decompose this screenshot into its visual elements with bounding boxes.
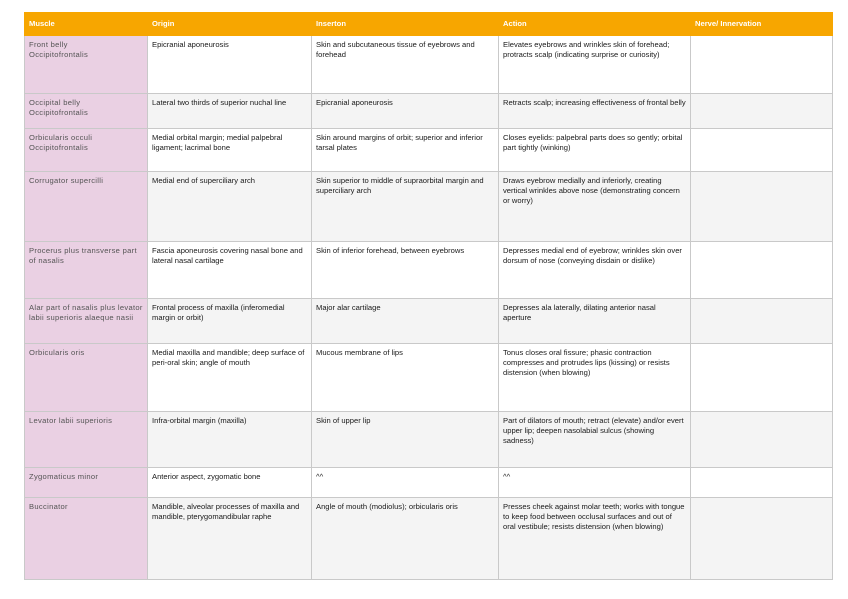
table-row bbox=[25, 94, 833, 129]
muscle-cell[interactable] bbox=[25, 344, 148, 412]
table-row bbox=[25, 242, 833, 299]
nerve-cell[interactable] bbox=[691, 36, 833, 94]
muscle-name-line: Alar part of nasalis plus levator labii superioris alaeque nasii bbox=[29, 303, 143, 322]
insertion-cell[interactable]: Skin of upper lip bbox=[312, 412, 499, 468]
action-cell[interactable]: Closes eyelids: palpebral parts does so gently; orbital part tightly (winking) bbox=[499, 129, 691, 172]
action-cell[interactable]: Tonus closes oral fissure; phasic contraction compresses and protrudes lips (kissing) or resists distension (when blowing) bbox=[499, 344, 691, 412]
header-origin[interactable]: Origin bbox=[148, 13, 312, 36]
muscle-table bbox=[24, 12, 833, 580]
nerve-cell[interactable] bbox=[691, 129, 833, 172]
muscle-name-line: Buccinator bbox=[29, 502, 68, 511]
insertion-cell[interactable]: Skin superior to middle of supraorbital margin and superciliary arch bbox=[312, 172, 499, 242]
insertion-cell[interactable]: ^^ bbox=[312, 468, 499, 498]
nerve-cell[interactable] bbox=[691, 468, 833, 498]
header-muscle[interactable]: Muscle bbox=[25, 13, 148, 36]
muscle-name-line: Orbicularis occuli bbox=[29, 133, 93, 142]
origin-cell[interactable]: Frontal process of maxilla (inferomedial margin or orbit) bbox=[148, 299, 312, 344]
header-row bbox=[25, 13, 833, 36]
origin-cell[interactable]: Fascia aponeurosis covering nasal bone and lateral nasal cartilage bbox=[148, 242, 312, 299]
action-cell[interactable]: Depresses ala laterally, dilating anterior nasal aperture bbox=[499, 299, 691, 344]
nerve-cell[interactable] bbox=[691, 498, 833, 580]
action-cell[interactable]: Part of dilators of mouth; retract (elevate) and/or evert upper lip; deepen nasolabial sulcus (showing sadness) bbox=[499, 412, 691, 468]
muscle-cell[interactable] bbox=[25, 36, 148, 94]
header-insertion[interactable]: Inserton bbox=[312, 13, 499, 36]
muscle-name-line: Corrugator supercilli bbox=[29, 176, 104, 185]
muscle-name-line: Occipitofrontalis bbox=[29, 143, 89, 152]
muscle-table-sheet bbox=[24, 12, 832, 580]
muscle-cell[interactable] bbox=[25, 299, 148, 344]
origin-cell[interactable]: Anterior aspect, zygomatic bone bbox=[148, 468, 312, 498]
action-cell[interactable]: ^^ bbox=[499, 468, 691, 498]
action-cell[interactable]: Retracts scalp; increasing effectiveness of frontal belly bbox=[499, 94, 691, 129]
muscle-name-line: Front belly bbox=[29, 40, 68, 49]
table-row bbox=[25, 498, 833, 580]
origin-cell[interactable]: Lateral two thirds of superior nuchal line bbox=[148, 94, 312, 129]
table-row bbox=[25, 299, 833, 344]
action-cell[interactable]: Presses cheek against molar teeth; works with tongue to keep food between occlusal surfaces and out of oral vestibule; resists distension (when blowing) bbox=[499, 498, 691, 580]
muscle-name-line: Occipitofrontalis bbox=[29, 108, 89, 117]
muscle-name-line: Zygomaticus minor bbox=[29, 472, 99, 481]
origin-cell[interactable]: Medial end of superciliary arch bbox=[148, 172, 312, 242]
muscle-name-line: Levator labii superioris bbox=[29, 416, 113, 425]
nerve-cell[interactable] bbox=[691, 344, 833, 412]
muscle-cell[interactable] bbox=[25, 129, 148, 172]
origin-cell[interactable]: Infra-orbital margin (maxilla) bbox=[148, 412, 312, 468]
nerve-cell[interactable] bbox=[691, 242, 833, 299]
origin-cell[interactable]: Mandible, alveolar processes of maxilla and mandible, pterygomandibular raphe bbox=[148, 498, 312, 580]
muscle-name-line: Orbicularis oris bbox=[29, 348, 85, 357]
insertion-cell[interactable]: Major alar cartilage bbox=[312, 299, 499, 344]
table-row bbox=[25, 172, 833, 242]
muscle-cell[interactable] bbox=[25, 498, 148, 580]
insertion-cell[interactable]: Mucous membrane of lips bbox=[312, 344, 499, 412]
nerve-cell[interactable] bbox=[691, 172, 833, 242]
action-cell[interactable]: Draws eyebrow medially and inferiorly, creating vertical wrinkles above nose (demonstrating concern or worry) bbox=[499, 172, 691, 242]
nerve-cell[interactable] bbox=[691, 94, 833, 129]
table-row bbox=[25, 129, 833, 172]
header-action[interactable]: Action bbox=[499, 13, 691, 36]
table-row bbox=[25, 344, 833, 412]
table-row bbox=[25, 36, 833, 94]
header-nerve[interactable]: Nerve/ Innervation bbox=[691, 13, 833, 36]
muscle-cell[interactable] bbox=[25, 242, 148, 299]
origin-cell[interactable]: Medial orbital margin; medial palpebral ligament; lacrimal bone bbox=[148, 129, 312, 172]
table-row bbox=[25, 468, 833, 498]
insertion-cell[interactable]: Skin and subcutaneous tissue of eyebrows and forehead bbox=[312, 36, 499, 94]
nerve-cell[interactable] bbox=[691, 299, 833, 344]
muscle-cell[interactable] bbox=[25, 468, 148, 498]
origin-cell[interactable]: Epicranial aponeurosis bbox=[148, 36, 312, 94]
insertion-cell[interactable]: Epicranial aponeurosis bbox=[312, 94, 499, 129]
muscle-cell[interactable] bbox=[25, 172, 148, 242]
origin-cell[interactable]: Medial maxilla and mandible; deep surface of peri-oral skin; angle of mouth bbox=[148, 344, 312, 412]
action-cell[interactable]: Elevates eyebrows and wrinkles skin of forehead; protracts scalp (indicating surprise or curiosity) bbox=[499, 36, 691, 94]
muscle-name-line: Occipital belly bbox=[29, 98, 81, 107]
muscle-cell[interactable] bbox=[25, 94, 148, 129]
muscle-name-line: Occipitofrontalis bbox=[29, 50, 89, 59]
nerve-cell[interactable] bbox=[691, 412, 833, 468]
insertion-cell[interactable]: Angle of mouth (modiolus); orbicularis oris bbox=[312, 498, 499, 580]
muscle-cell[interactable] bbox=[25, 412, 148, 468]
action-cell[interactable]: Depresses medial end of eyebrow; wrinkles skin over dorsum of nose (conveying disdain or dislike) bbox=[499, 242, 691, 299]
insertion-cell[interactable]: Skin around margins of orbit; superior and inferior tarsal plates bbox=[312, 129, 499, 172]
table-row bbox=[25, 412, 833, 468]
muscle-name-line: Procerus plus transverse part of nasalis bbox=[29, 246, 137, 265]
insertion-cell[interactable]: Skin of inferior forehead, between eyebrows bbox=[312, 242, 499, 299]
